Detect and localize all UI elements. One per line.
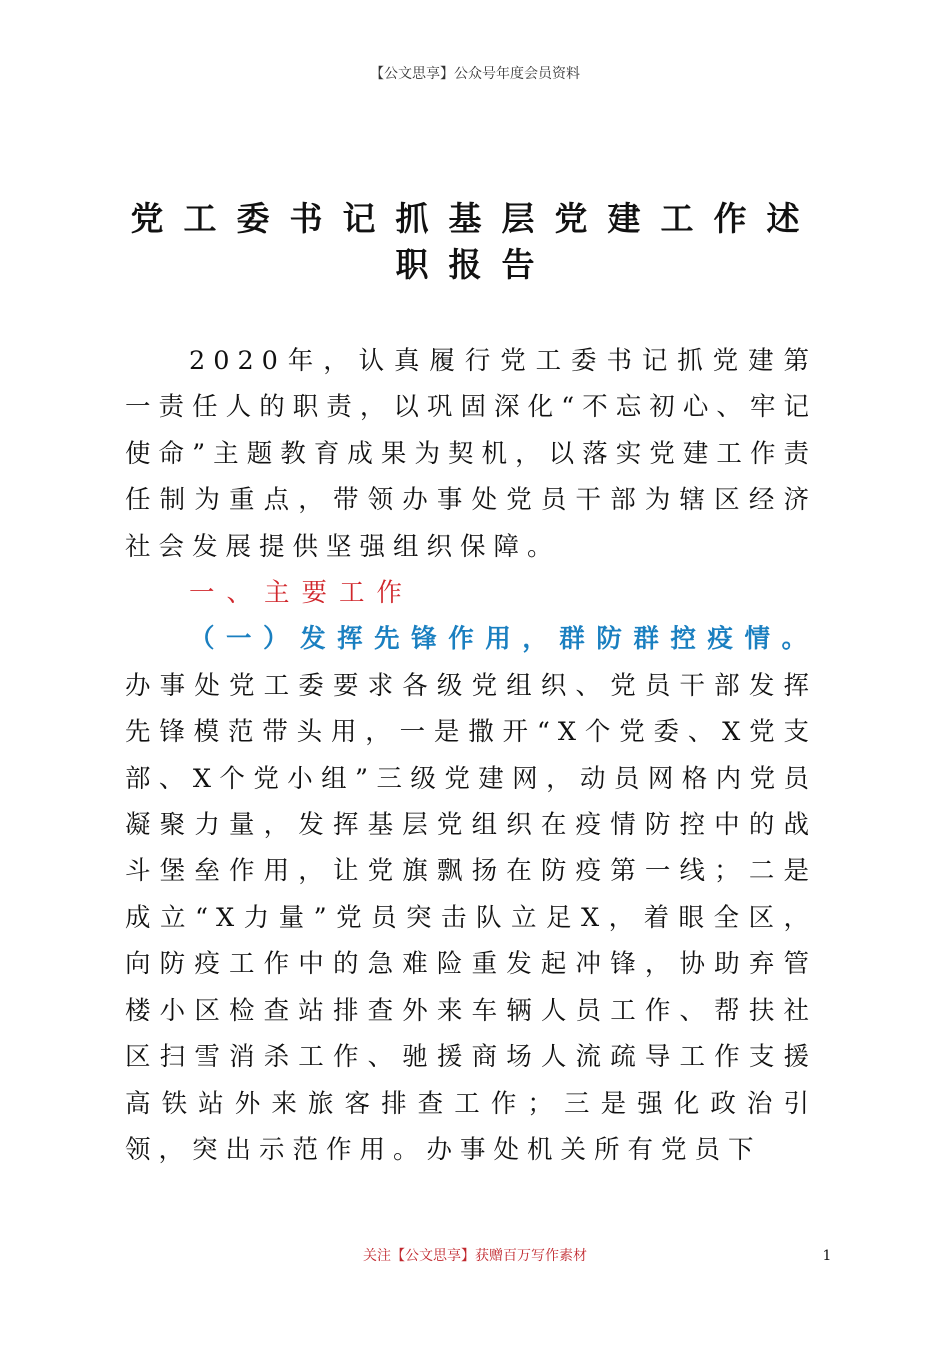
page-footer: 关注【公文思享】获赠百万写作素材	[363, 1248, 587, 1264]
page-number: 1	[822, 1248, 832, 1264]
document-title	[125, 196, 825, 288]
subsection-heading: （一）发挥先锋作用，群防群控疫情。	[189, 624, 817, 655]
section-paragraph	[125, 616, 817, 1173]
title-line-2: 职报告	[395, 245, 555, 284]
page-header: 【公文思享】公众号年度会员资料	[370, 66, 580, 82]
section-heading	[125, 570, 817, 616]
subsection-text: 办事处党工委要求各级党组织、党员干部发挥先锋模范带头用，一是撒开“X个党委、X党支部、X个党小组”三级党建网，动员网格内党员凝聚力量，发挥基层党组织在疫情防控中的战斗堡垒作用，让党旗飘扬在防疫第一线；二是成立“X力量”党员突击队立足X，着眼全区，向防疫工作中的急难险重发起冲锋，协助弃管楼小区检查站排查外来车辆人员工作、帮扶社区扫雪消杀工作、驰援商场人流疏导工作支援高铁站外来旅客排查工作；三是强化政治引领，突出示范作用。办事处机关所有党员下	[125, 670, 817, 1165]
title-line-1: 党工委书记抓基层党建工作述	[130, 199, 820, 238]
intro-paragraph: 2020年，认真履行党工委书记抓党建第一责任人的职责，以巩固深化“不忘初心、牢记使命”主题教育成果为契机，以落实党建工作责任制为重点，带领办事处党员干部为辖区经济社会发展提供坚强组织保障。	[125, 346, 817, 562]
section-heading-text: 一、主要工作	[189, 578, 415, 609]
document-body	[125, 338, 817, 1173]
